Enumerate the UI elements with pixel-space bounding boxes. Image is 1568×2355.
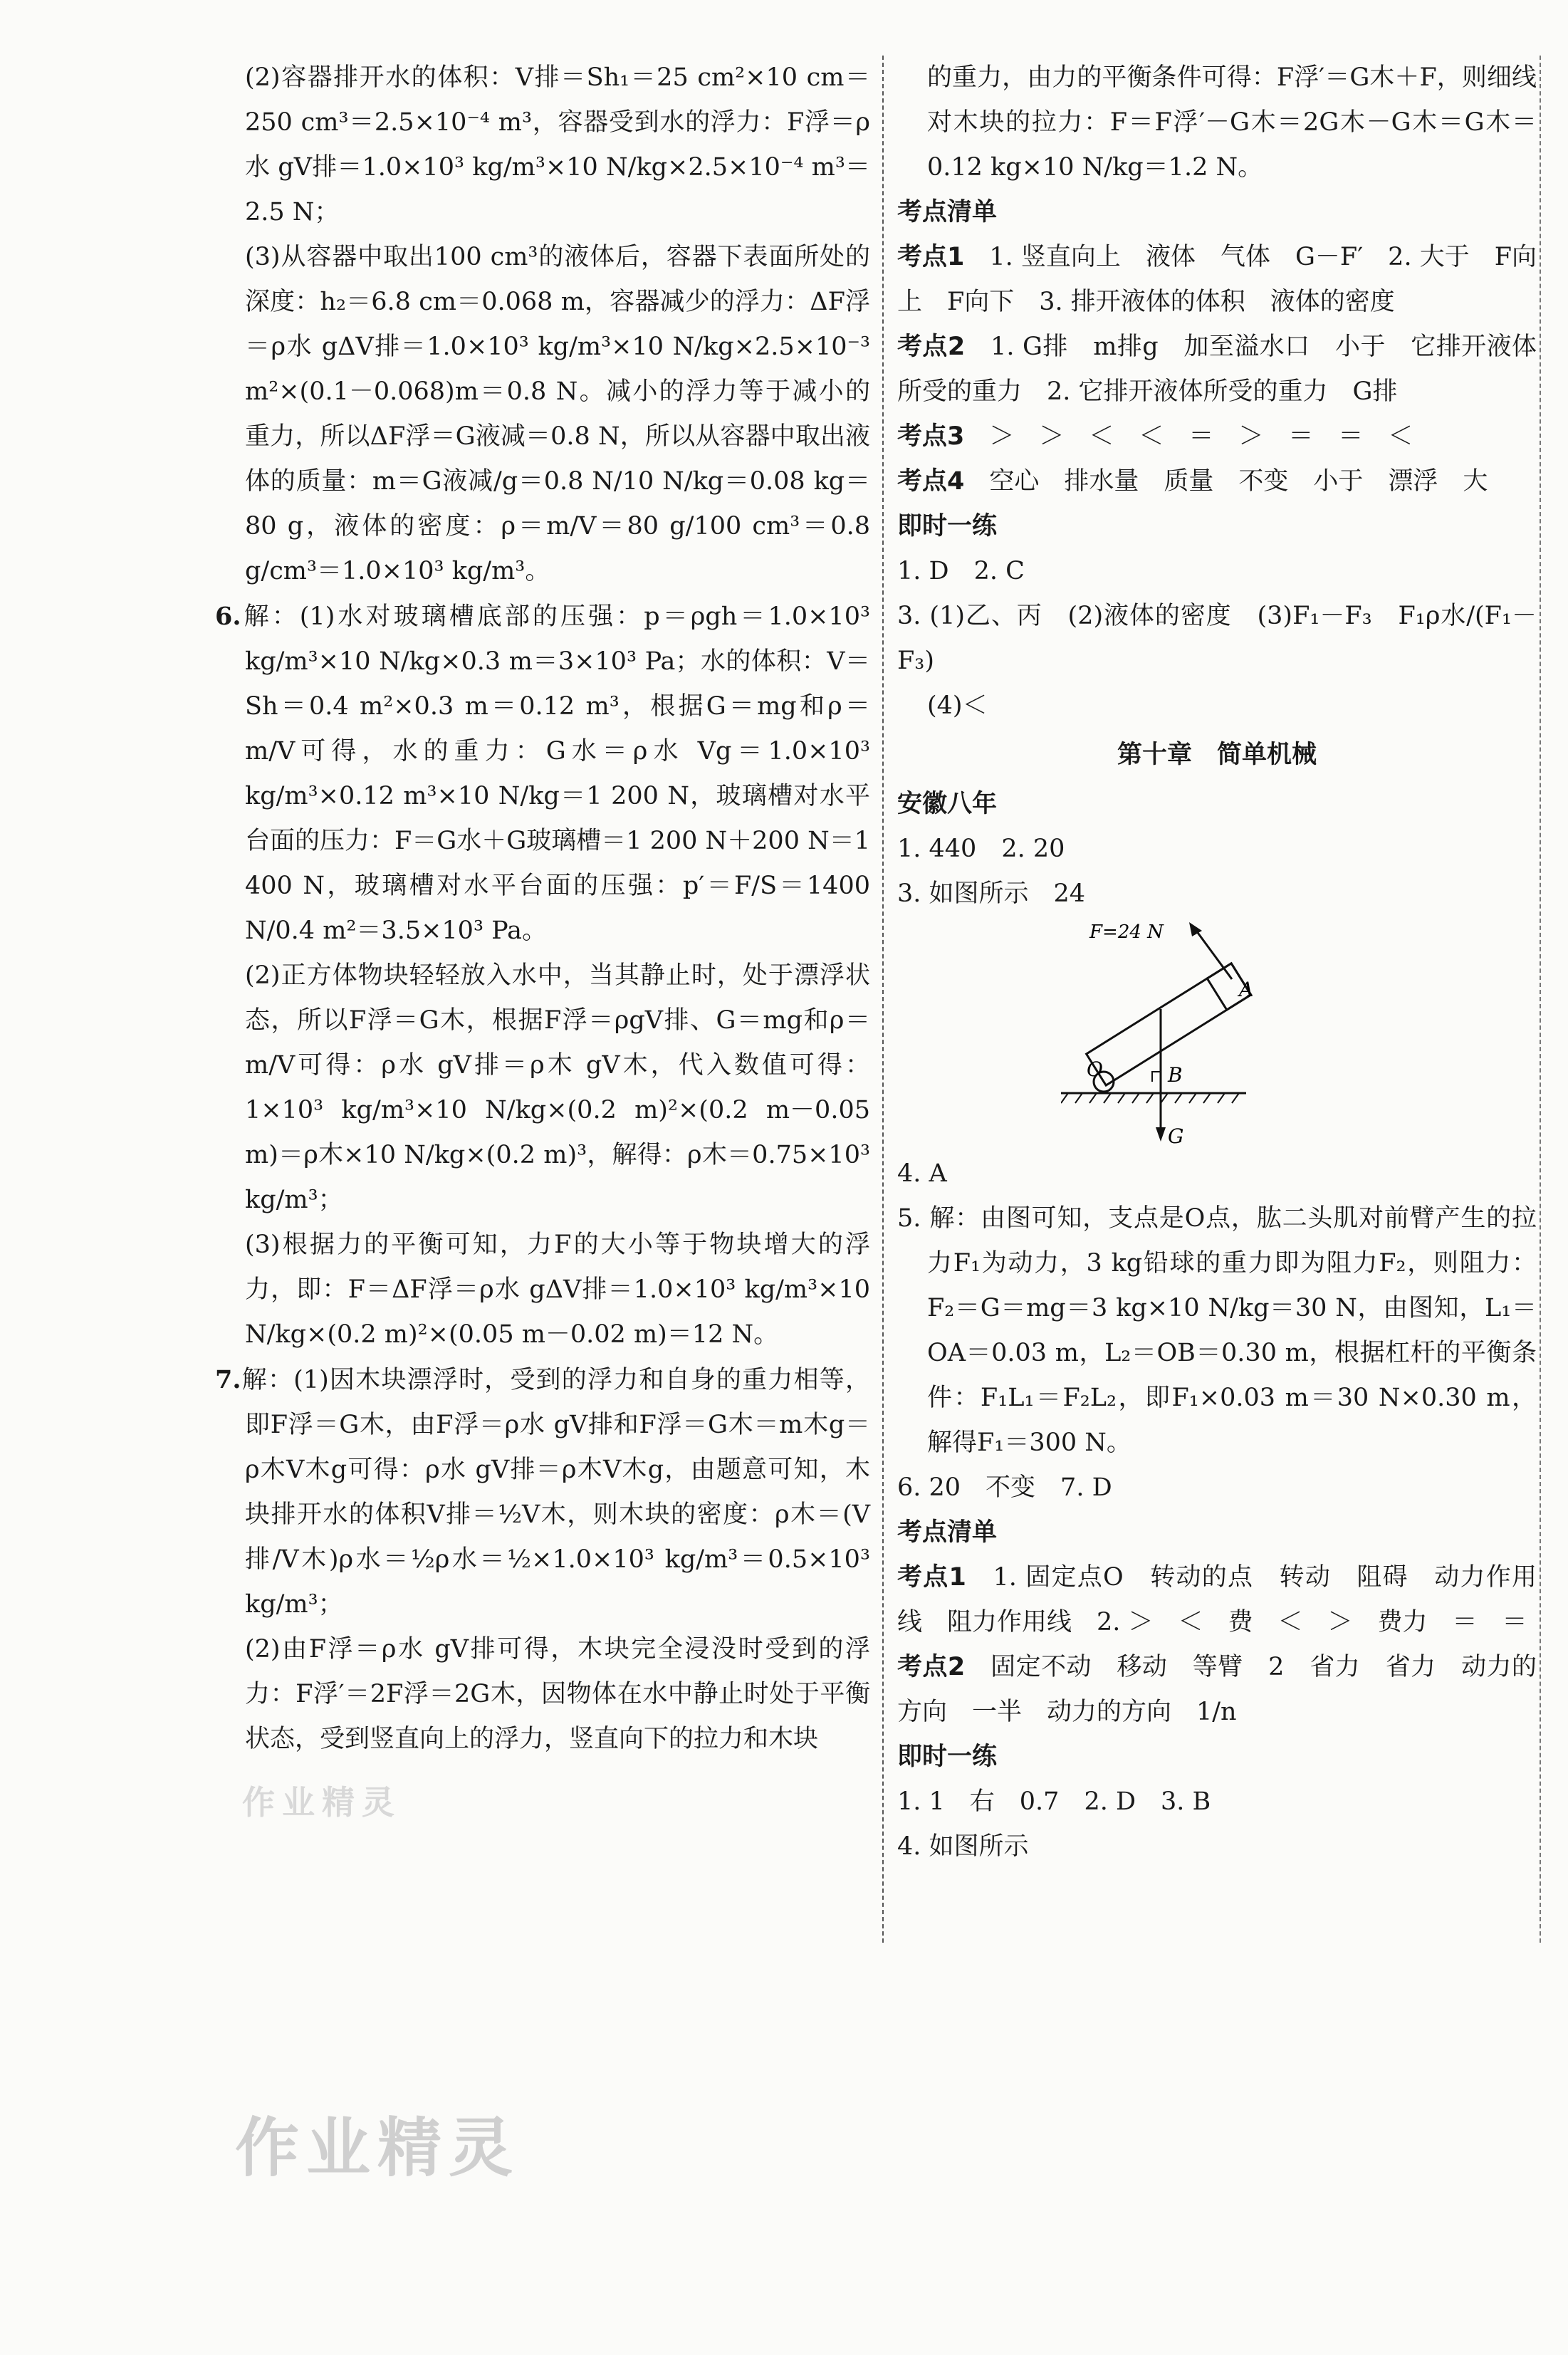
lianxi2-paragraph [897,1780,1537,1824]
kaodian-list-title-2: 考点清单 [897,1518,998,1547]
paragraph-text: 5. 解：由图可知，支点是O点，肱二头肌对前臂产生的拉力F₁为动力，3 kg铅球的重力即为阻力F₂，则阻力：F₂＝G＝mg＝3 kg×10 N/kg＝30 N，由图知，L₁＝OA＝0.03 m，L₂＝OB＝0.30 m，根据杠杆的平衡条件：F₁L₁＝F₂L₂，即F₁×0.03 m＝30 N×0.30 m，解得F₁＝300 N。 [897,1204,1537,1457]
weight-arrowhead [1156,1127,1166,1142]
lever-figure [897,917,1537,1152]
practice-list-2 [897,1780,1537,1869]
practice-title-1: 即时一练 [897,512,998,541]
anhui2-paragraph [897,1196,1537,1466]
paragraph-text: 解：(1)水对玻璃槽底部的压强：p＝ρgh＝1.0×10³ kg/m³×10 N/kg×0.3 m＝3×10³ Pa；水的体积：V＝Sh＝0.4 m²×0.3 m＝0.12 m³，根据G＝mg和ρ＝m/V可得，水的重力：G水＝ρ水 Vg＝1.0×10³ kg/m³×0.12 m³×10 N/kg＝1 200 N，玻璃槽对水平台面的压力：F＝G水＋G玻璃槽＝1 200 N＋200 N＝1 400 N，玻璃槽对水平台面的压强：p′＝F/S＝1400 N/0.4 m²＝3.5×10³ Pa。 [241,602,870,945]
left-paragraph [215,954,870,1223]
question-number: 6. [215,602,241,631]
kaodian-tag: 考点2 [897,333,991,361]
kaodian-list-2 [897,1555,1537,1735]
force-label: F=24 N [1089,921,1164,943]
paragraph-text: (3)根据力的平衡可知，力F的大小等于物块增大的浮力，即：F＝ΔF浮＝ρ水 gΔV排＝1.0×10³ kg/m³×10 N/kg×(0.2 m)²×(0.05 m－0.02 m)＝12 N。 [245,1231,870,1349]
paragraph-text: (4)＜ [927,691,988,720]
kaodian1-paragraph [897,459,1537,504]
point-O-label: O [1087,1058,1103,1081]
paragraph-text: 的重力，由力的平衡条件可得：F浮′＝G木＋F，则细线对木块的拉力：F＝F浮′－G木＝2G木－G木＝G木＝0.12 kg×10 N/kg＝1.2 N。 [927,63,1537,182]
right-column [897,56,1537,1869]
anhui2-paragraph [897,1466,1537,1510]
lianxi1-paragraph [897,594,1537,684]
left-paragraph [215,56,870,235]
left-paragraph [215,594,870,954]
paragraph-text: (3)从容器中取出100 cm³的液体后，容器下表面所处的深度：h₂＝6.8 cm＝0.068 m，容器减少的浮力：ΔF浮＝ρ水 gΔV排＝1.0×10³ kg/m³×10 N/kg×2.5×10⁻³ m²×(0.1－0.068)m＝0.8 N。减小的浮力等于减小的重力，所以ΔF浮＝G液减＝0.8 N，所以从容器中取出液体的质量：m＝G液减/g＝0.8 N/10 N/kg＝0.08 kg＝80 g，液体的密度：ρ＝m/V＝80 g/100 cm³＝0.8 g/cm³＝1.0×10³ kg/m³。 [245,243,870,585]
kaodian2-paragraph [897,1645,1537,1735]
watermark-small: 作业精灵 [242,1783,402,1822]
practice-list-1 [897,549,1537,729]
right-angle-mark [1152,1072,1161,1082]
point-A-label: A [1239,978,1254,1001]
anhui-answers-2 [897,1152,1537,1510]
weight-label: G [1168,1124,1184,1148]
paragraph-text: 1. 固定点O 转动的点 转动 阻碍 动力作用线 阻力作用线 2. ＞ ＜ 费 ＜ ＞ 费力 ＝ ＝ [897,1563,1537,1636]
lever-diagram [1061,917,1275,1152]
anhui-paragraph [897,872,1537,917]
left-paragraph [215,1223,870,1357]
lianxi1-paragraph [897,684,1537,729]
column-divider [882,56,884,1943]
continued-solution [897,56,1537,190]
left-paragraph [215,1357,870,1627]
paragraph-text: (2)容器排开水的体积：V排＝Sh₁＝25 cm²×10 cm＝250 cm³＝2.5×10⁻⁴ m³，容器受到水的浮力：F浮＝ρ水 gV排＝1.0×10³ kg/m³×10 N/kg×2.5×10⁻⁴ m³＝2.5 N； [245,63,870,226]
paragraph-text: 6. 20 不变 7. D [897,1473,1112,1502]
paragraph-text: 1. G排 m排g 加至溢水口 小于 它排开液体所受的重力 2. 它排开液体所受的重力 G排 [897,333,1537,406]
kaodian-tag: 考点2 [897,1653,991,1681]
paragraph-text: (2)正方体物块轻轻放入水中，当其静止时，处于漂浮状态，所以F浮＝G木，根据F浮＝ρgV排、G＝mg和ρ＝m/V可得：ρ水 gV排＝ρ木 gV木，代入数值可得：1×10³ kg/m³×10 N/kg×(0.2 m)²×(0.2 m－0.05 m)＝ρ木×10 N/kg×(0.2 m)³，解得：ρ木＝0.75×10³ kg/m³； [245,961,870,1214]
paragraph-text: 1. 1 右 0.7 2. D 3. B [897,1787,1211,1816]
chapter-title: 第十章 简单机械 [1117,741,1317,769]
anhui-paragraph [897,827,1537,872]
point-B-label: B [1168,1063,1183,1087]
left-paragraph [215,1627,870,1762]
practice-title-2: 即时一练 [897,1743,998,1771]
lianxi2-paragraph [897,1824,1537,1869]
watermark: 作业精灵 [235,2111,520,2186]
kaodian-list-1 [897,235,1537,504]
paragraph-text: 固定不动 移动 等臂 2 省力 省力 动力的方向 一半 动力的方向 1/n [897,1653,1537,1726]
paragraph-text: 1. 竖直向上 液体 气体 G－F′ 2. 大于 F向上 F向下 3. 排开液体的体积 液体的密度 [897,243,1537,316]
kaodian2-paragraph [897,1555,1537,1645]
paragraph-text: 3. 如图所示 24 [897,879,1086,908]
right-edge-divider [1540,56,1541,1943]
kaodian-tag: 考点1 [897,243,990,271]
kaodian1-paragraph [897,414,1537,459]
kaodian1-paragraph [897,325,1537,414]
paragraph-text: 4. A [897,1159,947,1188]
kaodian-tag: 考点1 [897,1563,993,1592]
paragraph-text: 解：(1)因木块漂浮时，受到的浮力和自身的重力相等，即F浮＝G木，由F浮＝ρ水 gV排和F浮＝G木＝m木g＝ρ木V木g可得：ρ水 gV排＝ρ木V木g，由题意可知，木块排开水的体积V排＝½V木，则木块的密度：ρ木＝(V排/V木)ρ水＝½ρ水＝½×1.0×10³ kg/m³＝0.5×10³ kg/m³； [241,1366,870,1619]
kaodian-tag: 考点3 [897,422,990,451]
force-arrow-line [1196,931,1232,979]
question-number: 7. [215,1365,241,1394]
paragraph-text: 1. D 2. C [897,557,1025,585]
kaodian1-paragraph [897,235,1537,325]
paragraph-text: ＞ ＞ ＜ ＜ ＝ ＞ ＝ ＝ ＜ [989,422,1413,451]
section-title: 安徽八年 [897,790,998,818]
anhui2-paragraph [897,1152,1537,1196]
kaodian-list-title-1: 考点清单 [897,198,998,226]
right_top-paragraph [897,56,1537,190]
lianxi1-paragraph [897,549,1537,594]
left-paragraph [215,235,870,594]
anhui-answers [897,827,1537,917]
paragraph-text: 1. 440 2. 20 [897,835,1065,863]
kaodian-tag: 考点4 [897,467,990,496]
left-column [215,56,870,1762]
ground-hatch [1061,1093,1239,1103]
paragraph-text: 3. (1)乙、丙 (2)液体的密度 (3)F₁－F₃ F₁ρ水/(F₁－F₃) [897,602,1537,675]
paragraph-text: 空心 排水量 质量 不变 小于 漂浮 大 [989,467,1488,496]
paragraph-text: (2)由F浮＝ρ水 gV排可得，木块完全浸没时受到的浮力：F浮′＝2F浮＝2G木，因物体在水中静止时处于平衡状态，受到竖直向上的浮力，竖直向下的拉力和木块 [245,1635,870,1753]
paragraph-text: 4. 如图所示 [897,1832,1029,1861]
